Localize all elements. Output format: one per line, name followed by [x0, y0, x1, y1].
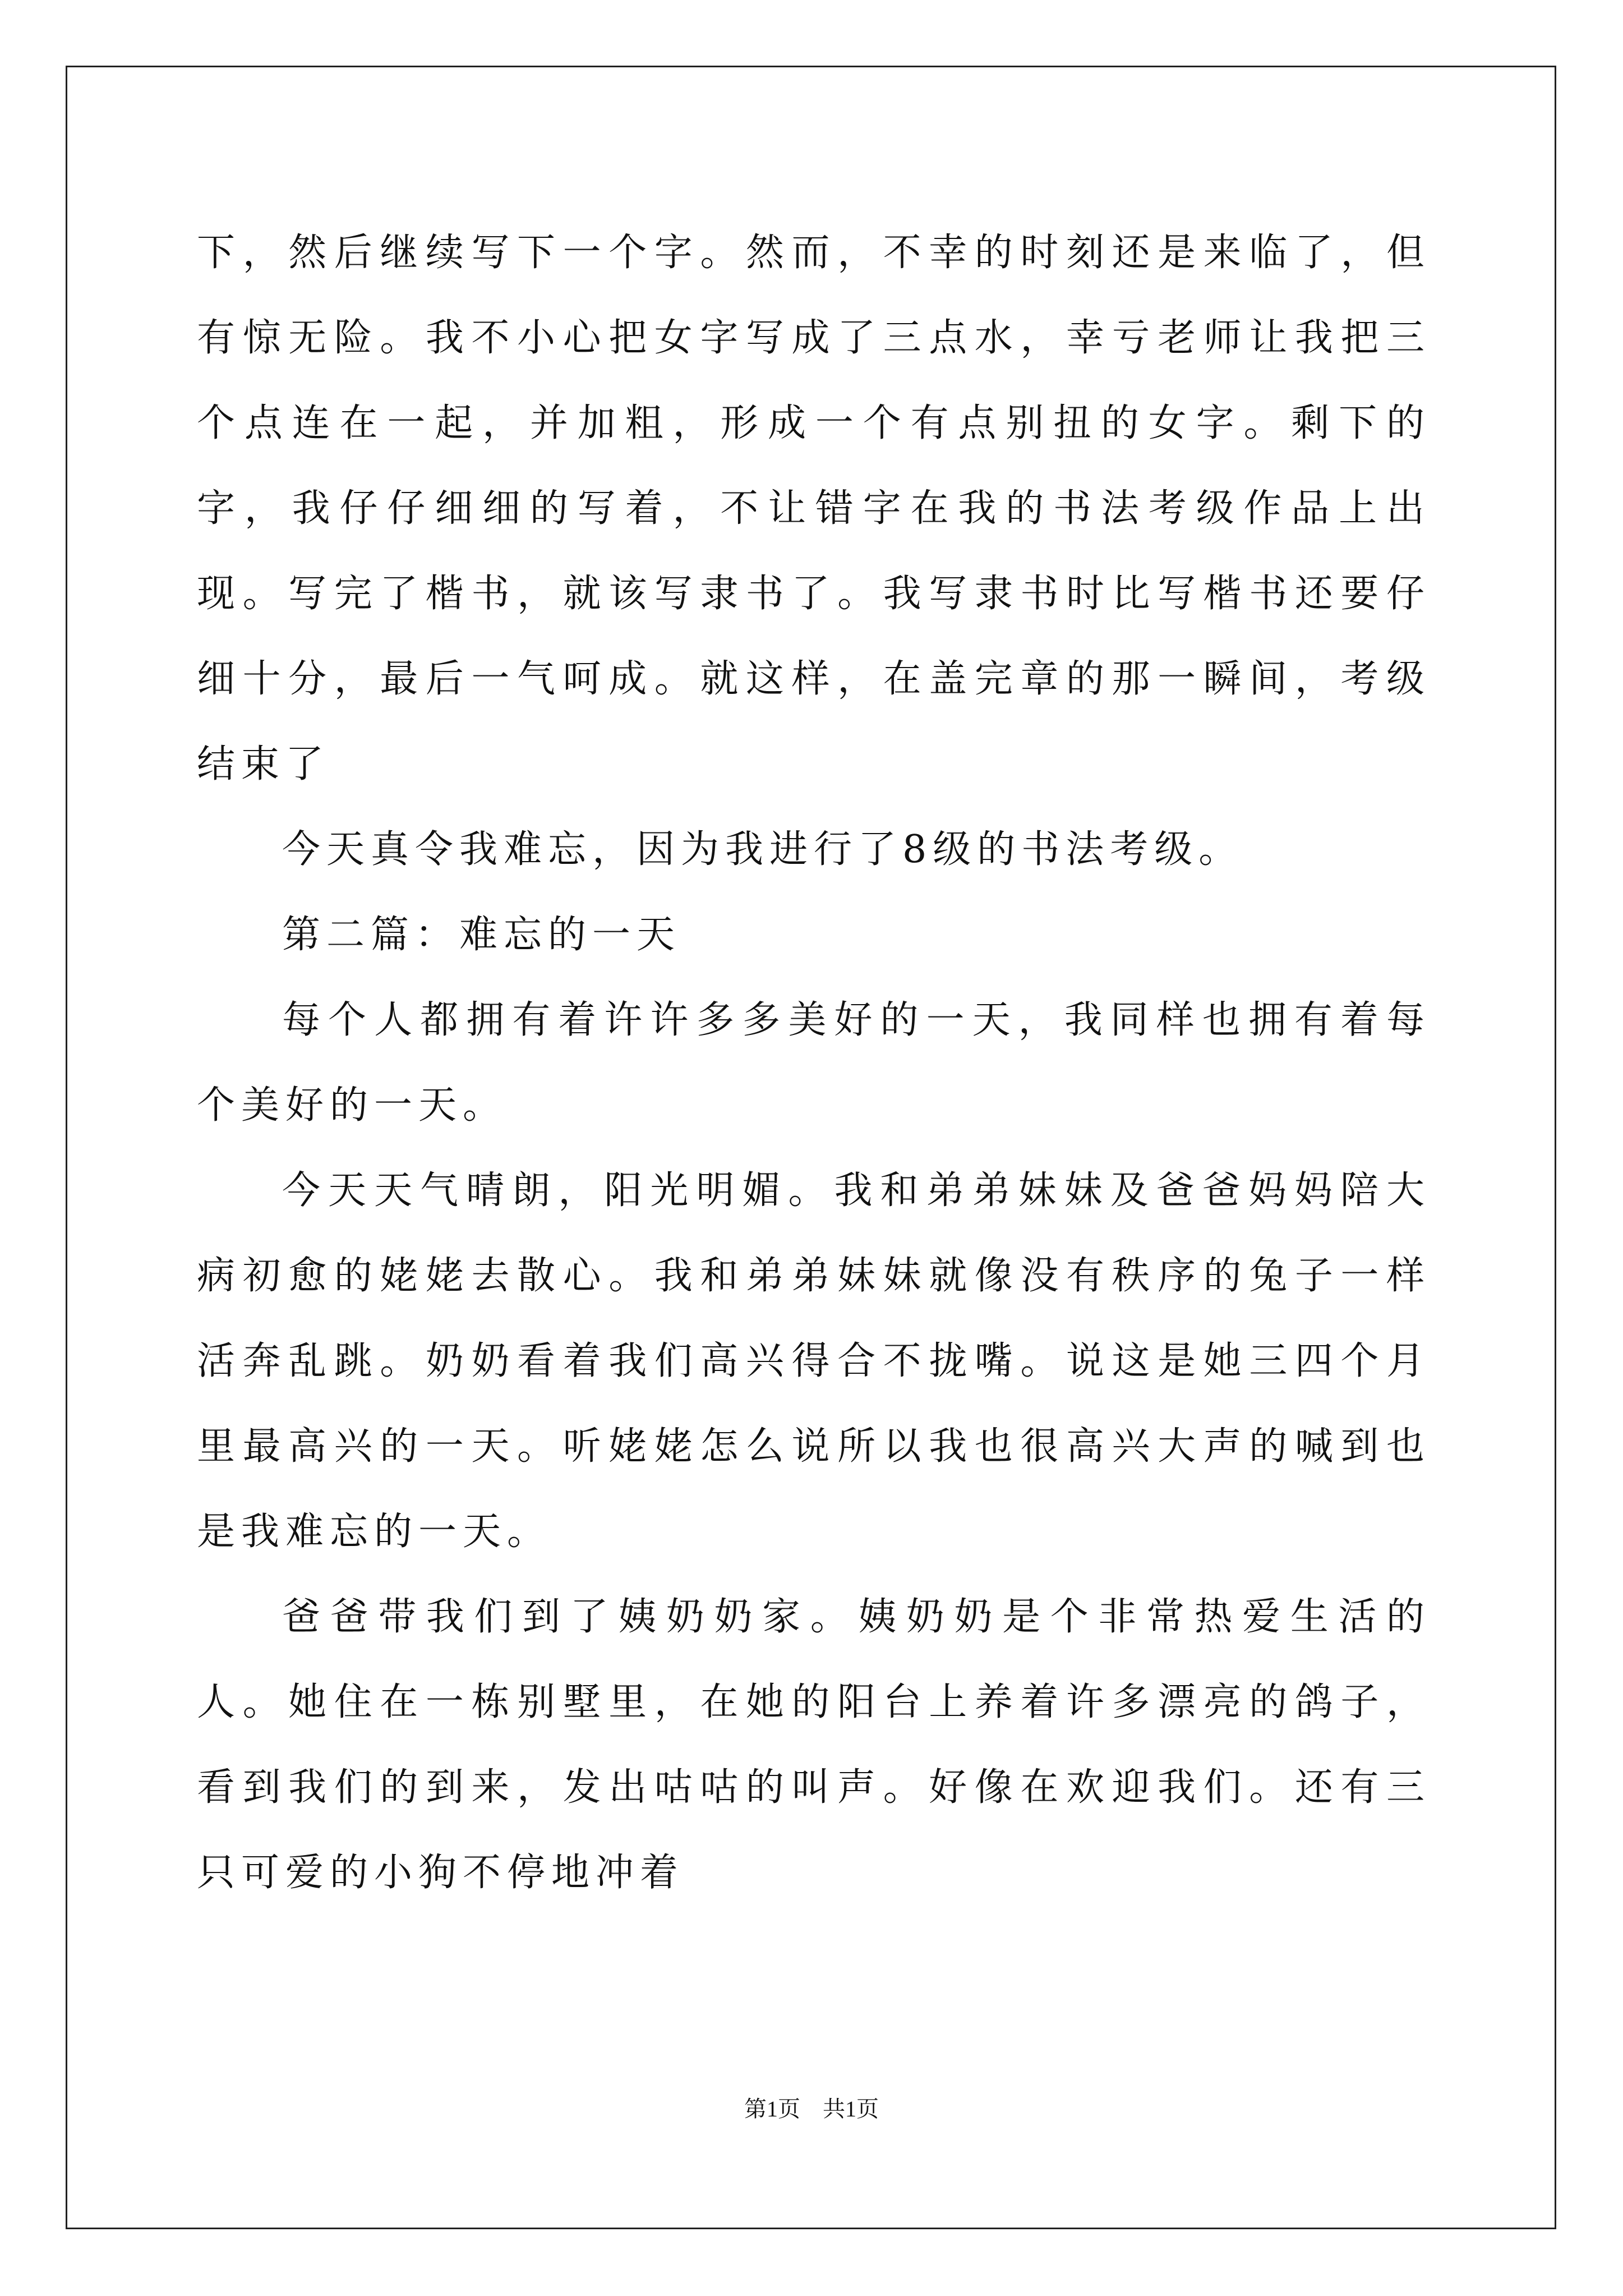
page-number: 第1页 — [744, 2096, 800, 2122]
page-footer — [0, 2092, 1623, 2126]
section-heading: 第二篇：难忘的一天 — [282, 913, 681, 957]
document-body — [197, 210, 1431, 1916]
paragraph-5: 爸爸带我们到了姨奶奶家。姨奶奶是个非常热爱生活的人。她住在一栋别墅里，在她的阳台上养着许多漂亮的鸽子，看到我们的到来，发出咕咕的叫声。好像在欢迎我们。还有三只可爱的小狗不停地冲着 — [197, 1595, 1431, 1895]
page-total: 共1页 — [823, 2096, 879, 2122]
paragraph-1: 下，然后继续写下一个字。然而，不幸的时刻还是来临了，但有惊无险。我不小心把女字写成了三点水，幸亏老师让我把三个点连在一起，并加粗，形成一个有点别扭的女字。剩下的字，我仔仔细细的写着，不让错字在我的书法考级作品上出现。写完了楷书，就该写隶书了。我写隶书时比写楷书还要仔细十分，最后一气呵成。就这样，在盖完章的那一瞬间，考级结束了 — [197, 231, 1431, 786]
paragraph-4: 今天天气晴朗，阳光明媚。我和弟弟妹妹及爸爸妈妈陪大病初愈的姥姥去散心。我和弟弟妹妹就像没有秩序的兔子一样活奔乱跳。奶奶看着我们高兴得合不拢嘴。说这是她三四个月里最高兴的一天。听姥姥怎么说所以我也很高兴大声的喊到也是我难忘的一天。 — [197, 1168, 1431, 1554]
paragraph-3: 每个人都拥有着许许多多美好的一天，我同样也拥有着每个美好的一天。 — [197, 998, 1431, 1128]
paragraph-2: 今天真令我难忘，因为我进行了8级的书法考级。 — [282, 827, 1243, 872]
